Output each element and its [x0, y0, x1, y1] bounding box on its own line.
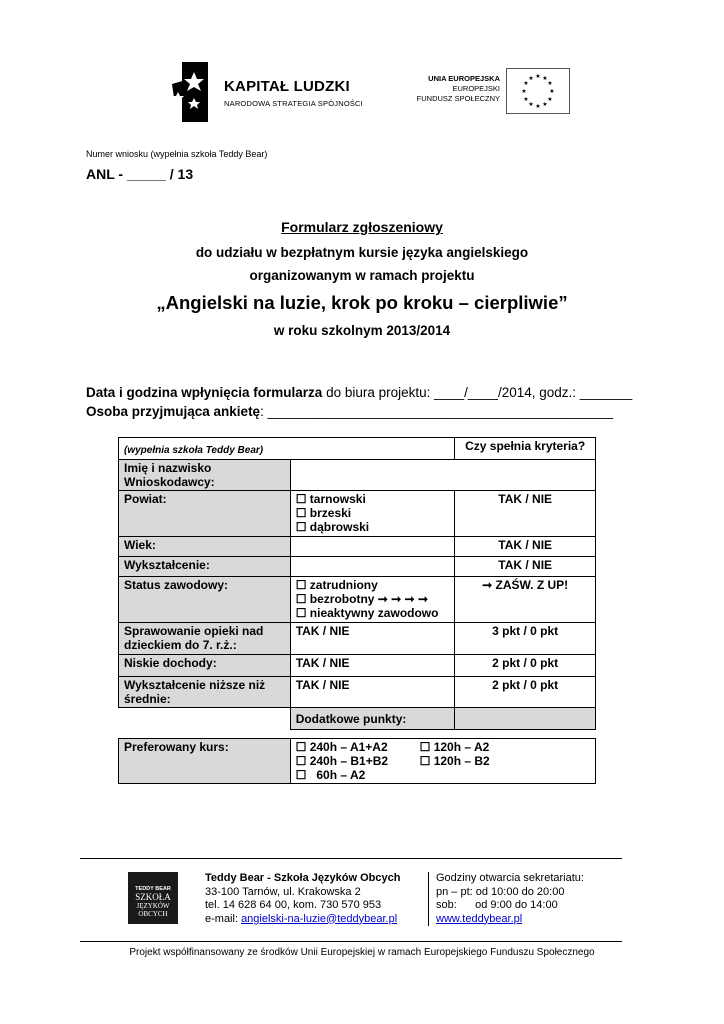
office-hours-weekdays: pn – pt: od 10:00 do 20:00: [436, 885, 565, 898]
eu-stars-icon: [507, 69, 569, 113]
email-label: e-mail:: [205, 912, 242, 925]
svg-text:★: ★: [542, 75, 548, 82]
education-criteria[interactable]: TAK / NIE: [455, 557, 596, 577]
school-contact: [205, 872, 400, 926]
table-row: [119, 491, 596, 537]
form-subtitle-2: organizowanym w ramach projektu: [249, 268, 475, 283]
table-header-left: (wypełnia szkoła Teddy Bear): [119, 438, 455, 460]
course-label: Preferowany kurs:: [119, 739, 291, 784]
table-row: [119, 655, 596, 677]
footer-divider-bottom: [80, 941, 622, 942]
receipt-date-label: Data i godzina wpłynięcia formularza: [86, 385, 323, 400]
office-hours: [436, 872, 584, 926]
svg-text:★: ★: [535, 103, 541, 110]
low-income-label: Niskie dochody:: [119, 655, 291, 677]
logo-line-4: OBCYCH: [138, 910, 168, 918]
course-option-60-a2[interactable]: ☐ 60h – A2: [295, 768, 366, 782]
table-header-row: [119, 438, 596, 460]
receipt-person-field[interactable]: : ______________________________________________: [260, 404, 613, 419]
receipt-person-label: Osoba przyjmująca ankietę: [86, 404, 261, 419]
low-income-criteria: 2 pkt / 0 pkt: [455, 655, 596, 677]
svg-text:★: ★: [549, 88, 555, 95]
form-title: Formularz zgłoszeniowy: [281, 219, 443, 235]
kapital-ludzki-logo: [172, 62, 362, 122]
low-education-label: Wykształcenie niższe niż średnie:: [119, 677, 291, 708]
school-name: Teddy Bear - Szkoła Języków Obcych: [205, 872, 401, 884]
table-row: [119, 739, 596, 784]
footer-divider-top: [80, 858, 622, 859]
table-row: [119, 623, 596, 655]
county-options: [290, 491, 455, 537]
school-address: 33-100 Tarnów, ul. Krakowska 2: [205, 885, 361, 898]
application-number-label: Numer wniosku (wypełnia szkoła Teddy Bear): [86, 149, 268, 159]
kapital-ludzki-emblem-icon: [172, 62, 216, 122]
age-field[interactable]: [290, 537, 455, 557]
email-link[interactable]: angielski-na-luzie@teddybear.pl: [241, 912, 398, 925]
table-row: [119, 577, 596, 623]
eu-fund-label: [412, 74, 500, 104]
childcare-criteria: 3 pkt / 0 pkt: [455, 623, 596, 655]
svg-text:★: ★: [523, 80, 529, 87]
teddy-bear-logo: [128, 872, 178, 924]
form-subtitle-1: do udziału w bezpłatnym kursie języka angielskiego: [195, 245, 529, 260]
education-field[interactable]: [290, 557, 455, 577]
course-option-240-b1b2[interactable]: ☐ 240h – B1+B2: [295, 754, 389, 768]
svg-text:★: ★: [542, 101, 548, 108]
table-row: [119, 537, 596, 557]
name-field[interactable]: [290, 460, 595, 491]
svg-text:★: ★: [535, 73, 541, 80]
criteria-table: [118, 437, 596, 730]
empty-cell: [119, 708, 291, 730]
school-phone: tel. 14 628 64 00, kom. 730 570 953: [205, 899, 382, 911]
age-criteria[interactable]: TAK / NIE: [455, 537, 596, 557]
table-row: [119, 677, 596, 708]
receipt-date-line: [86, 385, 632, 400]
low-income-value[interactable]: TAK / NIE: [290, 655, 455, 677]
education-label: Wykształcenie:: [119, 557, 291, 577]
course-option-120-a2[interactable]: ☐ 120h – A2: [419, 740, 490, 754]
county-label: Powiat:: [119, 491, 291, 537]
status-option-employed[interactable]: ☐ zatrudniony: [295, 578, 378, 592]
office-hours-title: Godziny otwarcia sekretariatu:: [436, 872, 584, 884]
application-number: ANL - _____ / 13: [86, 166, 194, 182]
receipt-person-line: [86, 404, 613, 419]
table-row: [119, 460, 596, 491]
logo-line-3: JĘZYKÓW: [136, 902, 170, 910]
svg-text:★: ★: [547, 96, 553, 103]
county-option-brzeski[interactable]: ☐ brzeski: [295, 506, 352, 520]
course-option-240-a1a2[interactable]: ☐ 240h – A1+A2: [295, 740, 388, 754]
cofinancing-note: Projekt współfinansowany ze środków Unii Europejskiej w ramach Europejskiego Funduszu Społecznego: [129, 947, 595, 958]
status-criteria: ➞ ZAŚW. Z UP!: [455, 577, 596, 623]
eu-flag: [506, 68, 570, 114]
logo-line-2: SZKOŁA: [135, 892, 171, 902]
age-label: Wiek:: [119, 537, 291, 557]
eu-line-1: UNIA EUROPEJSKA: [428, 74, 500, 83]
status-option-inactive[interactable]: ☐ nieaktywny zawodowo: [295, 606, 439, 620]
logo-line-1: TEDDY BEAR: [135, 886, 171, 892]
name-label: Imię i nazwisko Wnioskodawcy:: [119, 460, 291, 491]
svg-text:★: ★: [528, 101, 534, 108]
eu-line-2: EUROPEJSKI: [452, 84, 500, 93]
svg-text:★: ★: [547, 80, 553, 87]
footer-vertical-divider: [428, 872, 429, 926]
extra-points-label: Dodatkowe punkty:: [290, 708, 455, 730]
receipt-date-field[interactable]: do biura projektu: ____/____/2014, godz.: _______: [322, 385, 633, 400]
county-option-tarnowski[interactable]: ☐ tarnowski: [295, 492, 366, 506]
eu-line-3: FUNDUSZ SPOŁECZNY: [416, 94, 500, 103]
school-year: w roku szkolnym 2013/2014: [273, 323, 451, 338]
project-name: „Angielski na luzie, krok po kroku – cierpliwie”: [156, 292, 568, 313]
table-row: [119, 708, 596, 730]
course-option-120-b2[interactable]: ☐ 120h – B2: [419, 754, 490, 768]
table-row: [119, 557, 596, 577]
table-header-criteria: Czy spełnia kryteria?: [455, 438, 596, 460]
kapital-ludzki-subtitle: NARODOWA STRATEGIA SPÓJNOŚCI: [224, 99, 363, 108]
low-education-value[interactable]: TAK / NIE: [290, 677, 455, 708]
childcare-value[interactable]: TAK / NIE: [290, 623, 455, 655]
course-table: [118, 738, 596, 784]
course-options: [290, 739, 595, 784]
office-hours-saturday: sob: od 9:00 do 14:00: [436, 899, 558, 911]
low-education-criteria: 2 pkt / 0 pkt: [455, 677, 596, 708]
svg-text:★: ★: [528, 75, 534, 82]
childcare-label: Sprawowanie opieki nad dzieckiem do 7. r.ż.:: [119, 623, 291, 655]
svg-text:★: ★: [521, 88, 527, 95]
county-option-dabrowski[interactable]: ☐ dąbrowski: [295, 520, 370, 534]
status-label: Status zawodowy:: [119, 577, 291, 623]
county-criteria[interactable]: TAK / NIE: [455, 491, 596, 537]
extra-points-field[interactable]: [455, 708, 596, 730]
svg-text:★: ★: [523, 96, 529, 103]
kapital-ludzki-title: KAPITAŁ LUDZKI: [224, 78, 350, 95]
status-option-unemployed[interactable]: ☐ bezrobotny ➞ ➞ ➞ ➞: [295, 592, 428, 606]
status-options: [290, 577, 455, 623]
website-link[interactable]: www.teddybear.pl: [436, 912, 523, 925]
